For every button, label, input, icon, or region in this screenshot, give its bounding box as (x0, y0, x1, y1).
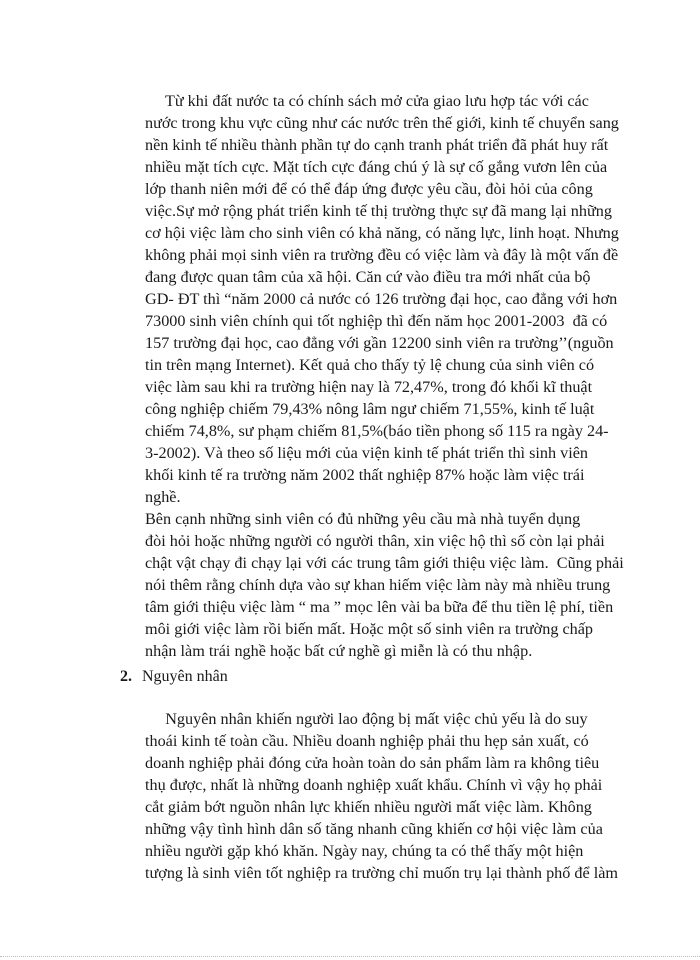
paragraph-line: nghề. (145, 488, 181, 506)
paragraph-line: việc.Sự mở rộng phát triển kinh tế thị trường thực sự đã mang lại những (145, 202, 612, 220)
paragraph-line: những vậy tình hình dân số tăng nhanh cũng khiến cơ hội việc làm của (145, 820, 603, 838)
paragraph-line: đang được quan tâm của xã hội. Căn cứ vào điều tra mới nhất của bộ (145, 268, 591, 286)
paragraph-line: GD- ĐT thì “năm 2000 cả nước có 126 trường đại học, cao đẳng với hơn (145, 290, 618, 308)
paragraph-line: nền kinh tế nhiều thành phần tự do cạnh tranh phát triển đã phát huy rất (145, 136, 609, 154)
paragraph-line: 3-2002). Và theo số liệu mới của viện kinh tế phát triển thì sinh viên (145, 444, 588, 462)
paragraph-line: nhiều mặt tích cực. Mặt tích cực đáng chú ý là sự cố gắng vươn lên của (145, 158, 608, 176)
paragraph-line: công nghiệp chiếm 79,43% nông lâm ngư chiếm 71,55%, kinh tế luật (145, 400, 595, 418)
paragraph-line: nói thêm rằng chính dựa vào sự khan hiếm việc làm này mà nhiều trung (145, 576, 611, 594)
paragraph-line: tin trên mạng Internet). Kết quả cho thấy tỷ lệ chung của sinh viên có (145, 356, 595, 374)
paragraph-line: nước trong khu vực cũng như các nước trên thế giới, kinh tế chuyển sang (145, 114, 619, 132)
paragraph-line: thoái kinh tế toàn cầu. Nhiều doanh nghiệp phải thu hẹp sản xuất, có (145, 732, 589, 750)
paragraph-line: cắt giảm bớt nguồn nhân lực khiến nhiều người mất việc làm. Không (145, 798, 592, 816)
paragraph-line: đòi hỏi hoặc những người có người thân, xin việc hộ thì số còn lại phải (145, 532, 605, 550)
paragraph-line: Nguyên nhân khiến người lao động bị mất việc chủ yếu là do suy (145, 710, 588, 728)
page-bottom-divider (0, 956, 700, 957)
paragraph-line: Bên cạnh những sinh viên có đủ những yêu cầu mà nhà tuyển dụng (145, 510, 581, 528)
paragraph-line: môi giới việc làm rồi biến mất. Hoặc một số sinh viên ra trường chấp (145, 620, 594, 638)
paragraph-line: tượng là sinh viên tốt nghiệp ra trường chỉ muốn trụ lại thành phố để làm (145, 864, 618, 882)
paragraph-line: doanh nghiệp phải đóng cửa hoàn toàn do sản phẩm làm ra không tiêu (145, 754, 600, 772)
paragraph-line: Từ khi đất nước ta có chính sách mở cửa giao lưu hợp tác với các (145, 92, 589, 110)
paragraph-line: thụ được, nhất là những doanh nghiệp xuất khẩu. Chính vì vậy họ phải (145, 776, 603, 794)
paragraph-line: 157 trường đại học, cao đẳng với gần 12200 sinh viên ra trường’’(nguồn (145, 334, 614, 352)
section-number: 2. (120, 668, 132, 685)
paragraph-line: 73000 sinh viên chính qui tốt nghiệp thì đến năm học 2001-2003 đã có (145, 312, 608, 330)
paragraph-line: nhận làm trái nghề hoặc bất cứ nghề gì miễn là có thu nhập. (145, 642, 533, 660)
paragraph-line: lớp thanh niên mới để có thể đáp ứng được yêu cầu, đòi hỏi của công (145, 180, 593, 198)
section-heading (120, 667, 228, 687)
paragraph-line: khối kinh tế ra trường năm 2002 thất nghiệp 87% hoặc làm việc trái (145, 466, 585, 484)
paragraph-line: chiếm 74,8%, sư phạm chiếm 81,5%(báo tiền phong số 115 ra ngày 24- (145, 422, 609, 440)
paragraph-line: việc làm sau khi ra trường hiện nay là 72,47%, trong đó khối kĩ thuật (145, 378, 593, 396)
paragraph-line: nhiều người gặp khó khăn. Ngày nay, chúng ta có thể thấy một hiện (145, 842, 584, 860)
section-title: Nguyên nhân (142, 668, 228, 685)
paragraph-line: chật vật chạy đi chạy lại với các trung tâm giới thiệu việc làm. Cũng phải (145, 554, 624, 572)
paragraph-line: không phải mọi sinh viên ra trường đều có việc làm và đây là một vấn đề (145, 246, 619, 264)
paragraph-line: cơ hội việc làm cho sinh viên có khả năng, có năng lực, linh hoạt. Nhưng (145, 224, 619, 242)
paragraph-line: tâm giới thiệu việc làm “ ma ” mọc lên vài ba bữa để thu tiền lệ phí, tiền (145, 598, 614, 616)
